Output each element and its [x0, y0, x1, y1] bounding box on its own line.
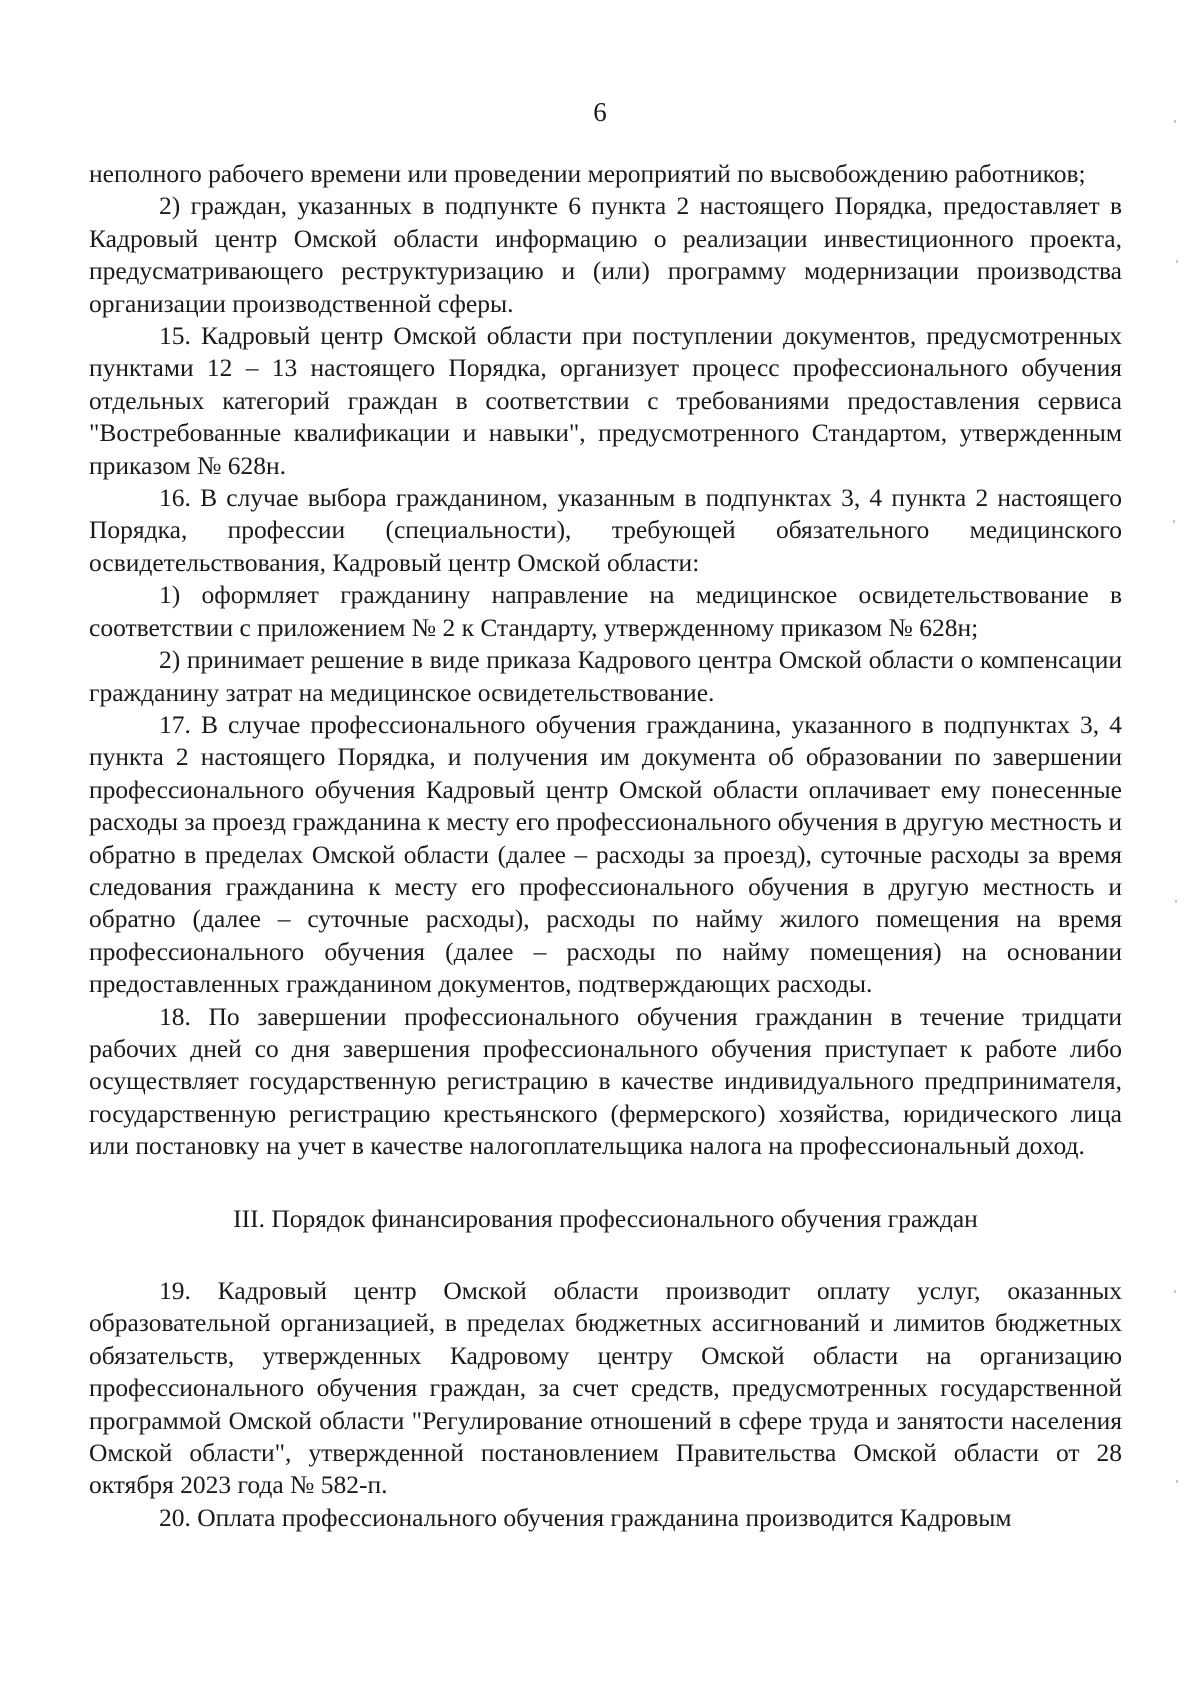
paragraph-18: 18. По завершении профессионального обучения гражданин в течение тридцати рабочих дней со дня завершения профессионального обучения приступает к работе либо осуществляет государственную регистрацию в качестве индивидуального предпринимателя, государственную регистрацию крестьянского (фермерского) хозяйства, юридического лица или постановку на учет в качестве налогоплательщика налога на профессиональный доход.: [89, 1001, 1122, 1161]
paragraph-17: 17. В случае профессионального обучения гражданина, указанного в подпунктах 3, 4 пункта 2 настоящего Порядка, и получения им документа об образовании по завершении профессионального обучения Кадровый центр Омской области оплачивает ему понесенные расходы за проезд гражданина к месту его профессионального обучения в другую местность и обратно в пределах Омской области (далее – расходы за проезд), суточные расходы за время следования гражданина к месту его профессионального обучения в другую местность и обратно (далее – суточные расходы), расходы по найму жилого помещения на время профессионального обучения (далее – расходы по найму помещения) на основании предоставленных гражданином документов, подтверждающих расходы.: [89, 709, 1122, 999]
paragraph-19: 19. Кадровый центр Омской области производит оплату услуг, оказанных образовательной организацией, в пределах бюджетных ассигнований и лимитов бюджетных обязательств, утвержденных Кадровому центру Омской области на организацию профессионального обучения граждан, за счет средств, предусмотренных государственной программой Омской области "Регулирование отношений в сфере труда и занятости населения Омской области", утвержденной постановлением Правительства Омской области от 28 октября 2023 года № 582-п.: [89, 1276, 1122, 1500]
paragraph-subitem-2: 2) граждан, указанных в подпункте 6 пункта 2 настоящего Порядка, предоставляет в Кадровый центр Омской области информацию о реализации инвестиционного проекта, предусматривающего реструктуризацию и (или) программу модернизации производства организации производственной сферы.: [89, 191, 1122, 318]
paragraph-20: 20. Оплата профессионального обучения гражданина производится Кадровым: [159, 1502, 1012, 1532]
scan-margin-specks: [1170, 0, 1182, 1697]
paragraph-continuation: неполного рабочего времени или проведении мероприятий по высвобождению работников;: [89, 159, 1086, 188]
paragraph-16: 16. В случае выбора гражданином, указанным в подпунктах 3, 4 пункта 2 настоящего Порядка, профессии (специальности), требующей обязательного медицинского освидетельствования, Кадровый центр Омской области:: [89, 483, 1122, 577]
paragraph-15: 15. Кадровый центр Омской области при поступлении документов, предусмотренных пунктами 12 – 13 настоящего Порядка, организует процесс профессионального обучения отдельных категорий граждан в соответствии с требованиями предоставления сервиса "Востребованные квалификации и навыки", предусмотренного Стандартом, утвержденным приказом № 628н.: [89, 321, 1122, 480]
document-body: [89, 158, 1122, 1534]
section-heading: III. Порядок финансирования профессионального обучения граждан: [233, 1203, 978, 1233]
paragraph-16-subitem-1: 1) оформляет гражданину направление на медицинское освидетельствование в соответствии с приложением № 2 к Стандарту, утвержденному приказом № 628н;: [89, 580, 1122, 642]
page-number: 6: [593, 97, 607, 127]
paragraph-16-subitem-2: 2) принимает решение в виде приказа Кадрового центра Омской области о компенсации гражданину затрат на медицинское освидетельствование.: [89, 645, 1122, 707]
